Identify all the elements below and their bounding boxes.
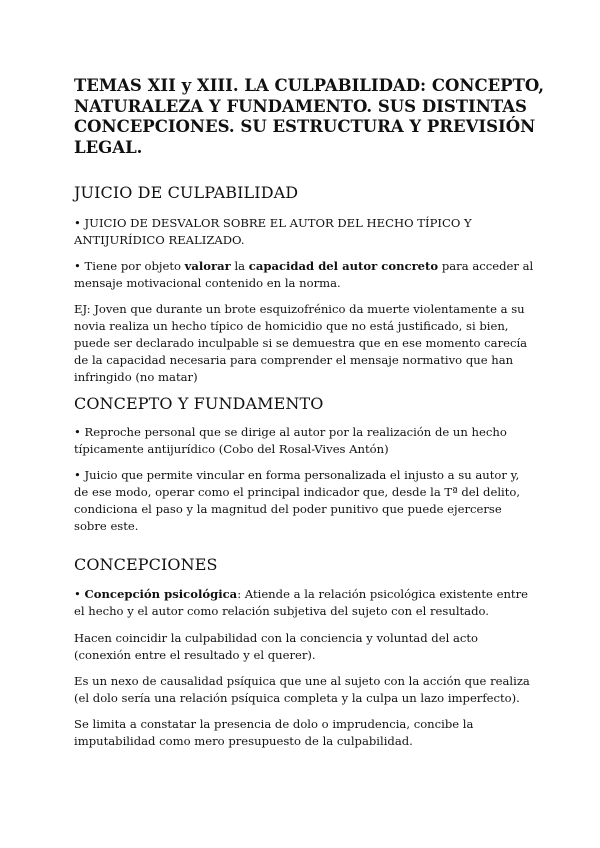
text-suffix: para acceder al mensaje motivacional contenido en la norma.	[74, 259, 534, 290]
bold-concepcion-psicologica: Concepción psicológica	[84, 587, 238, 601]
paragraph-constatar: Se limita a constatar la presencia de dolo o imprudencia, concibe la imputabilidad como mero presupuesto de la culpabilidad.	[74, 717, 474, 748]
bold-capacidad: capacidad del autor concreto	[248, 259, 439, 273]
paragraph-ejemplo: EJ: Joven que durante un brote esquizofrénico da muerte violentamente a su novia realiza un hecho típico de homicidio que no está justificado, si bien, puede ser declarado inculpable si se demuestra que en ese momento carecía de la capacidad necesaria para comprender el mensaje normativo que han infringido (no matar)	[74, 302, 528, 384]
paragraph-nexo-causalidad: Es un nexo de causalidad psíquica que une al sujeto con la acción que realiza (el dolo sería una relación psíquica completa y la culpa un lazo imperfecto).	[74, 674, 530, 705]
text-mid: la	[230, 259, 249, 273]
paragraph-coincidir: Hacen coincidir la culpabilidad con la conciencia y voluntad del acto (conexión entre el resultado y el querer).	[74, 631, 479, 662]
document-title: TEMAS XII y XIII. LA CULPABILIDAD: CONCEPTO, NATURALEZA Y FUNDAMENTO. SUS DISTINTAS CONCEPCIONES. SU ESTRUCTURA Y PREVISIÓN LEGAL.	[74, 76, 544, 157]
paragraph-objeto	[74, 258, 536, 292]
heading-concepto-y-fundamento: CONCEPTO Y FUNDAMENTO	[74, 394, 324, 413]
paragraph-juicio-vincular: • Juicio que permite vincular en forma personalizada el injusto a su autor y, de ese modo, operar como el principal indicador que, desde la Tª del delito, condiciona el paso y la magnitud del poder punitivo que puede ejercerse sobre este.	[74, 468, 521, 533]
paragraph-reproche: • Reproche personal que se dirige al autor por la realización de un hecho típicamente antijurídico (Cobo del Rosal-Vives Antón)	[74, 425, 507, 456]
text-suffix: : Atiende a la relación psicológica existente entre el hecho y el autor como relación subjetiva del sujeto con el resultado.	[74, 587, 528, 618]
heading-juicio-de-culpabilidad: JUICIO DE CULPABILIDAD	[74, 183, 299, 202]
paragraph-concepcion-psicologica	[74, 586, 536, 620]
heading-concepciones: CONCEPCIONES	[74, 555, 218, 574]
text-prefix: • Tiene por objeto	[74, 259, 185, 273]
paragraph-juicio-desvalor: • JUICIO DE DESVALOR SOBRE EL AUTOR DEL HECHO TÍPICO Y ANTIJURÍDICO REALIZADO.	[74, 216, 472, 247]
bold-valorar: valorar	[184, 259, 231, 273]
text-prefix: •	[74, 587, 85, 601]
